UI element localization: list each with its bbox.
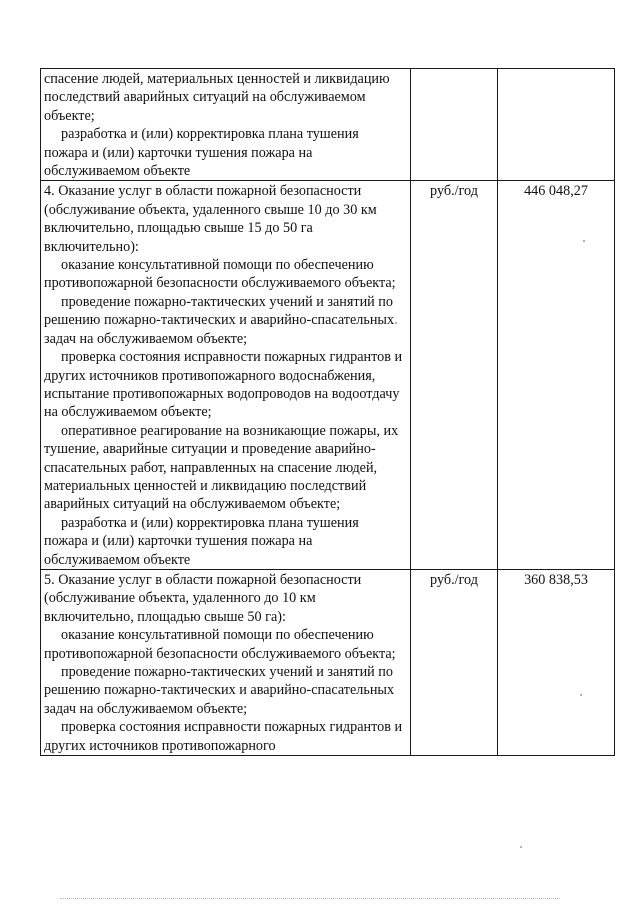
unit-cell [411,69,498,181]
description-paragraph: спасение людей, материальных ценностей и ликвидацию последствий аварийных ситуаций на обслуживаемом объекте; [44,71,390,124]
price-cell [498,69,615,181]
unit-cell: руб./год [411,181,498,570]
description-paragraph: проверка состояния исправности пожарных гидрантов и других источников противопожарного водоснабжения, испытание противопожарных водопроводов на водоотдачу на обслуживаемом объекте; [44,349,403,421]
service-description-cell [41,181,411,570]
scan-edge-noise [60,898,560,901]
description-paragraph: оперативное реагирование на возникающие пожары, их тушение, аварийные ситуации и проведение аварийно-спасательных работ, направленных на спасение людей, материальных ценностей и ликвидацию последствий аварийных ситуаций на обслуживаемом объекте; [44,422,399,513]
scan-speck [580,694,582,696]
service-description-cell [41,69,411,181]
description-paragraph: оказание консультативной помощи по обеспечению противопожарной безопасности обслуживаемого объекта; [44,627,396,662]
price-cell: 446 048,27 [498,181,615,570]
table-row [41,69,615,181]
unit-cell: руб./год [411,569,498,755]
description-paragraph: оказание консультативной помощи по обеспечению противопожарной безопасности обслуживаемого объекта; [44,257,396,292]
table-row [41,181,615,570]
table-row [41,569,615,755]
service-title: 5. Оказание услуг в области пожарной безопасности (обслуживание объекта, удаленного до 10 км включительно, площадью свыше 50 га): [44,571,362,625]
tariff-table [40,68,615,756]
price-cell: 360 838,53 [498,569,615,755]
description-paragraph: проверка состояния исправности пожарных гидрантов и других источников противопожарного [44,719,403,754]
scan-speck [520,846,522,848]
scan-speck [583,240,585,242]
description-paragraph: разработка и (или) корректировка плана тушения пожара и (или) карточки тушения пожара на обслуживаемом объекте [44,126,359,180]
description-paragraph: проведение пожарно-тактических учений и занятий по решению пожарно-тактических и аварийно-спасательных задач на обслуживаемом объекте; [44,664,395,717]
service-title: 4. Оказание услуг в области пожарной безопасности (обслуживание объекта, удаленного свыше 10 до 30 км включительно, площадью свыше 15 до 50 га включительно): [44,183,377,255]
scan-speck [395,322,397,324]
description-paragraph: проведение пожарно-тактических учений и занятий по решению пожарно-тактических и аварийно-спасательных задач на обслуживаемом объекте; [44,293,395,347]
service-description-cell [41,569,411,755]
description-paragraph: разработка и (или) корректировка плана тушения пожара и (или) карточки тушения пожара на обслуживаемом объекте [44,514,359,568]
